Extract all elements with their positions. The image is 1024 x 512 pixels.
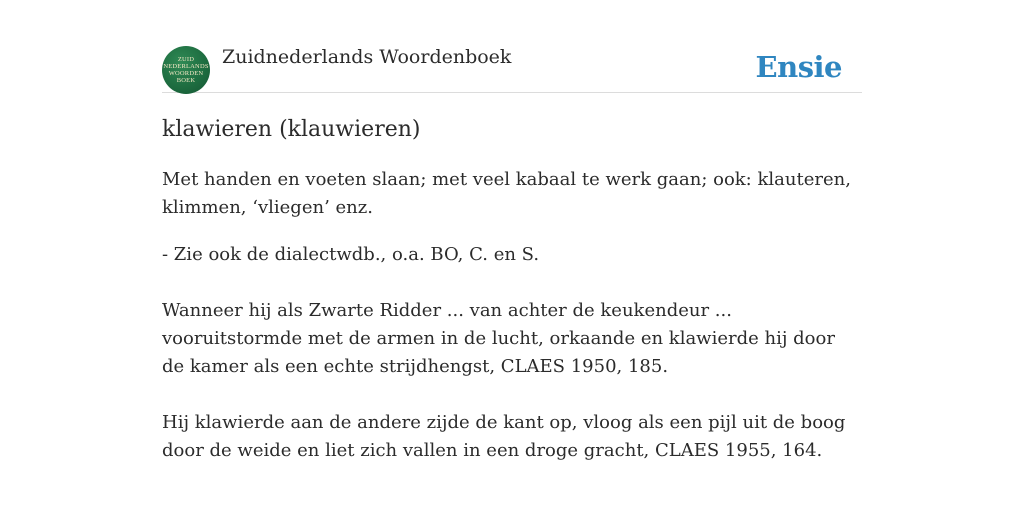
ensie-brand-logo[interactable]: Ensie [755,50,842,84]
headword: klawieren (klauwieren) [162,117,421,142]
source-name[interactable]: Zuidnederlands Woordenboek [222,46,512,68]
logo-text-line: ZUID [177,56,195,63]
logo-text-line: NEDERLANDS [163,63,209,70]
definition-text: Met handen en voeten slaan; met veel kabaal te werk gaan; ook: klauteren, klimmen, ‘vliegen’ enz. [162,169,851,218]
citation-quote: Hij klawierde aan de andere zijde de kant op, vloog als een pijl uit de boog door de weide en liet zich vallen in een droge gracht, CLAES 1955, 164. [162,412,846,461]
logo-text-line: WOORDEN [168,70,204,77]
entry-card [162,44,862,465]
entry-header [162,44,862,93]
logo-text-line: BOEK [176,77,196,84]
zuidnederlands-woordenboek-logo[interactable] [162,46,210,94]
citation-quote: Wanneer hij als Zwarte Ridder ... van achter de keukendeur ... vooruitstormde met de armen in de lucht, orkaande en klawierde hij door de kamer als een echte strijdhengst, CLAES 1950, 185. [162,300,835,377]
see-also-text: - Zie ook de dialectwdb., o.a. BO, C. en S. [162,244,540,265]
